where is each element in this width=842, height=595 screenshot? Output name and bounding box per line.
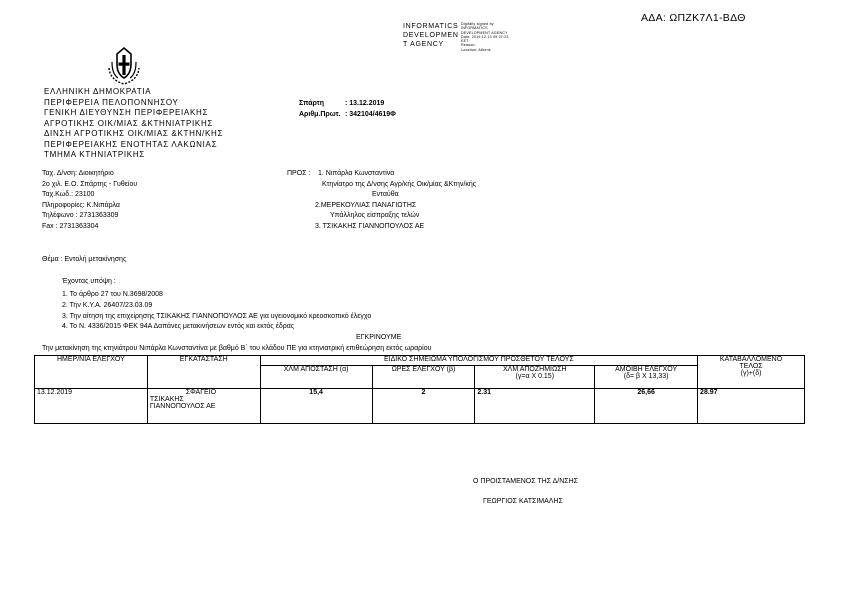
sign-line: Reason: (461, 43, 476, 48)
signatory-title: Ο ΠΡΟΙΣΤΑΜΕΝΟΣ ΤΗΣ Δ/ΝΣΗΣ (473, 478, 579, 485)
authority-line: ΠΕΡΙΦΕΡΕΙΑΚΗΣ ΕΝΟΤΗΤΑΣ ΛΑΚΩΝΙΑΣ (44, 139, 218, 149)
header-km-compensation-line: (γ=α Χ 0.15) (515, 373, 555, 380)
contact-address-2: 2ο χιλ. Ε.Ο. Σπάρτης - Γυθείου (42, 181, 138, 188)
place-label: Σπάρτη (299, 100, 325, 107)
protocol-label: Αριθμ.Πρωτ. (299, 111, 341, 118)
authority-line: ΠΕΡΙΦΕΡΕΙΑ ΠΕΛΟΠΟΝΝΗΣΟΥ (44, 97, 179, 107)
table-row (35, 389, 805, 424)
recipient-3: 3. ΤΣΙΚΑΚΗΣ ΓΙΑΝΝΟΠΟΥΛΟΣ ΑΕ (315, 223, 425, 230)
header-paid-line: ΤΕΛΟΣ (739, 363, 763, 370)
greek-coat-of-arms-icon (104, 46, 144, 86)
subject: Θέμα : Εντολή μετακίνησης (42, 256, 127, 263)
recipient-1-role: Κτηνίατρο της Δ/νσης Αγρ/κής Οικ/μίας &Κτην/κής (322, 181, 477, 188)
ada-code: ΑΔΑ: ΩΠΖΚ7Λ1-ΒΔΘ (641, 12, 746, 24)
consideration-item: 3. Την αίτηση της επιχείρησης ΤΣΙΚΑΚΗΣ ΓΙΑΝΝΟΠΟΥΛΟΣ ΑΕ για υγειονομικό κρεοσκοπικό έλεγχο (62, 313, 372, 320)
movement-order-text: Την μετακίνηση της κτηνιάτρου Νιπάρλα Κωνσταντίνα με βαθμό Β΄ του κλάδου ΠΕ για κτηνιατρική επιθεώρηση εκτός ωραρίου (42, 345, 432, 352)
recipient-1-location: Ενταύθα (372, 191, 399, 198)
authority-line: ΕΛΛΗΝΙΚΗ ΔΗΜΟΚΡΑΤΙΑ (44, 87, 152, 96)
header-km-compensation (475, 366, 595, 389)
authority-line: ΓΕΝΙΚΗ ΔΙΕΥΘΥΝΣΗ ΠΕΡΙΦΕΡΕΙΑΚΗΣ (44, 108, 209, 117)
recipient-2-role: Υπάλληλος είσπραξης τελών (330, 212, 420, 219)
digital-signature-details (461, 22, 509, 52)
contact-info: Πληροφορίες: Κ.Νιπάρλα (42, 202, 120, 209)
consideration-item: 4. Το Ν. 4336/2015 ΦΕΚ 94Α Δαπάνες μετακινήσεων εντός και εκτός έδρας (62, 323, 295, 330)
header-special-note: ΕΙΔΙΚΟ ΣΗΜΕΙΩΜΑ ΥΠΟΛΟΓΙΣΜΟΥ ΠΡΟΣΘΕΤΟΥ ΤΕΛΟΥΣ (260, 356, 697, 366)
header-date: ΗΜΕΡ/ΝΙΑ ΕΛΕΓΧΟΥ (35, 356, 148, 389)
facility-line: ΤΣΙΚΑΚΗΣ (149, 396, 184, 403)
cell-date: 13.12.2019 (35, 389, 148, 424)
approval-heading: ΕΓΚΡΙΝΟΥΜΕ (356, 334, 402, 341)
sign-line: Date: 2019.12.13 09:37:23 (461, 34, 509, 39)
sign-line: EET (461, 39, 469, 44)
header-facility: ΕΓΚΑΤΑΣΤΑΣΗ (147, 356, 260, 389)
sign-line: Digitally signed by (461, 22, 494, 26)
cell-control-fee: 26,66 (595, 389, 698, 424)
contact-fax: Fax : 2731363304 (42, 223, 99, 230)
stamp-org (403, 22, 459, 49)
protocol-number: : 342104/4619Φ (345, 111, 396, 118)
header-control-fee-line: (δ= β Χ 13,33) (623, 373, 669, 380)
sign-line: DEVELOPMENT AGENCY (461, 30, 508, 35)
header-control-fee-line: ΑΜΟΙΒΗ ΕΛΕΓΧΟΥ (615, 366, 678, 373)
contact-phone: Τηλέφωνο : 2731363309 (42, 212, 119, 219)
stamp-org-line: T AGENCY (403, 41, 444, 48)
authority-line: ΔΙΝΣΗ ΑΓΡΟΤΙΚΗΣ ΟΙΚ/ΜΙΑΣ &ΚΤΗΝ/ΚΗΣ (44, 129, 224, 138)
stamp-org-line: INFORMATICS (403, 23, 459, 30)
table-header-row (35, 356, 805, 366)
facility-line: ΣΦΑΓΕΙΟ (185, 389, 217, 396)
authority-header (44, 87, 223, 161)
header-km-compensation-line: ΧΛΜ ΑΠΟΖΗΜΙΩΣΗ (502, 366, 567, 373)
authority-line: ΤΜΗΜΑ ΚΤΗΝΙΑΤΡΙΚΗΣ (44, 150, 145, 159)
header-km-distance: ΧΛΜ ΑΠΟΣΤΑΣΗ (α) (260, 366, 372, 389)
document-date: : 13.12.2019 (345, 100, 385, 107)
signatory-name: ΓΕΩΡΓΙΟΣ ΚΑΤΣΙΜΑΛΗΣ (483, 498, 563, 505)
header-control-fee (595, 366, 698, 389)
sign-line: INFORMATICS (461, 26, 488, 31)
fee-table (34, 355, 805, 424)
sign-line: Location: Athens (461, 47, 491, 52)
cell-km-distance: 15,4 (260, 389, 372, 424)
consideration-item: 2. Την Κ.Υ.Α. 26407/23.03.09 (62, 302, 153, 309)
considering-label: Έχοντας υπόψη : (62, 278, 116, 285)
recipients-label: ΠΡΟΣ : (287, 170, 311, 177)
stamp-org-line: DEVELOPMEN (403, 32, 459, 39)
authority-line: ΑΓΡΟΤΙΚΗΣ ΟΙΚ/ΜΙΑΣ &ΚΤΗΝΙΑΤΡΙΚΗΣ (44, 118, 214, 128)
cell-paid-fee: 28.97 (698, 389, 805, 424)
cell-control-hours: 2 (372, 389, 475, 424)
header-paid-line: ΚΑΤΑΒΑΛΛΟΜΕΝΟ (719, 356, 783, 363)
contact-postcode: Ταχ.Κωδ.: 23100 (42, 191, 95, 198)
cell-km-compensation: 2.31 (475, 389, 595, 424)
contact-address: Ταχ. Δ/νση: Διοικητήριο (42, 170, 114, 177)
header-control-hours: ΩΡΕΣ ΕΛΕΓΧΟΥ (β) (372, 366, 475, 389)
consideration-item: 1. Το άρθρο 27 του Ν.3698/2008 (62, 291, 163, 298)
cell-facility (147, 389, 260, 424)
header-paid-line: (γ)+(δ) (740, 370, 762, 377)
recipient-1: 1. Νιπάρλα Κωνσταντίνα (318, 170, 395, 177)
header-paid-fee (698, 356, 805, 389)
recipient-2: 2.ΜΕΡΕΚΟΥΛΙΑΣ ΠΑΝΑΓΙΩΤΗΣ (315, 202, 417, 209)
facility-line: ΓΙΑΝΝΟΠΟΥΛΟΣ ΑΕ (149, 403, 216, 410)
